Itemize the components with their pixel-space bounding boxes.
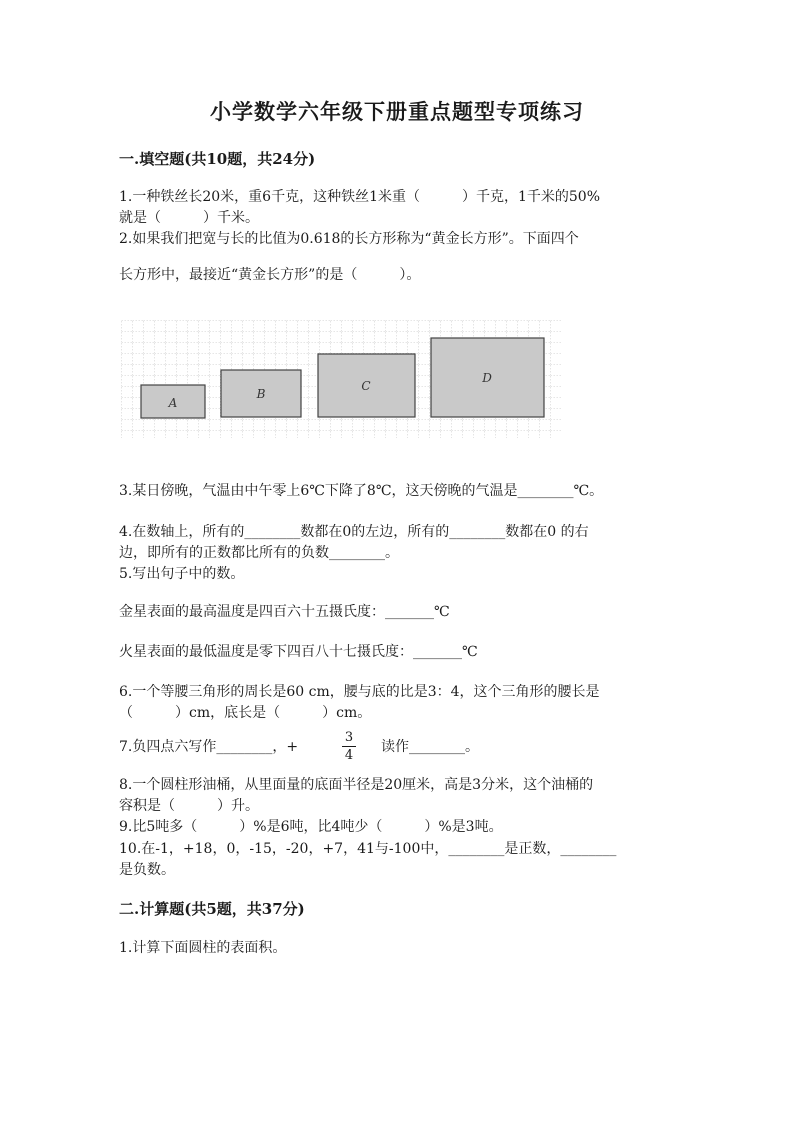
question-5-venus: 金星表面的最高温度是四百六十五摄氏度：_______℃ (119, 604, 450, 620)
label-c: C (361, 379, 371, 393)
fraction-bar (342, 746, 356, 747)
section-heading-calculation: 二.计算题(共5题，共37分) (119, 900, 305, 918)
question-6-line-1: 6.一个等腰三角形的周长是60 cm，腰与底的比是3：4，这个三角形的腰长是 (119, 684, 600, 700)
question-9: 9.比5吨多（ ）%是6吨，比4吨少（ ）%是3吨。 (119, 819, 503, 835)
question-10-line-1: 10.在-1，+18，0，-15，-20，+7，41与-100中，________是正数，________ (119, 841, 617, 857)
section-heading-fill-in: 一.填空题(共10题，共24分) (119, 150, 316, 168)
fraction-denominator: 4 (344, 748, 354, 763)
calculation-question-1: 1.计算下面圆柱的表面积。 (119, 940, 287, 956)
rectangles-grid-figure (121, 320, 561, 438)
question-5-mars: 火星表面的最低温度是零下四百八十七摄氏度：_______℃ (119, 644, 478, 660)
label-a: A (168, 396, 178, 410)
question-4-line-2: 边，即所有的正数都比所有的负数________。 (119, 545, 399, 561)
question-10-line-2: 是负数。 (119, 862, 175, 878)
label-b: B (256, 387, 266, 401)
fraction-three-quarters (340, 730, 358, 764)
question-8-line-2: 容积是（ ）升。 (119, 798, 259, 814)
label-d: D (482, 371, 492, 385)
question-7-part-2: 读作________。 (381, 739, 479, 755)
question-6-line-2: （ ）cm，底长是（ ）cm。 (119, 705, 372, 721)
question-1-line-1: 1.一种铁丝长20米，重6千克，这种铁丝1米重（ ）千克，1千米的50% (119, 189, 601, 205)
question-5: 5.写出句子中的数。 (119, 566, 245, 582)
question-3: 3.某日傍晚，气温由中午零上6℃下降了8℃，这天傍晚的气温是________℃。 (119, 483, 604, 499)
question-4-line-1: 4.在数轴上，所有的________数都在0的左边，所有的________数都在0 的右 (119, 524, 589, 540)
question-1-line-2: 就是（ ）千米。 (119, 210, 259, 226)
fraction-numerator: 3 (344, 730, 354, 745)
page-title: 小学数学六年级下册重点题型专项练习 (210, 99, 584, 124)
question-7-part-1: 7.负四点六写作________，+ (119, 739, 299, 755)
question-2-line-1: 2.如果我们把宽与长的比值为0.618的长方形称为“黄金长方形”。下面四个 (119, 231, 579, 247)
question-2-line-2: 长方形中，最接近“黄金长方形”的是（ ）。 (119, 267, 421, 283)
question-8-line-1: 8.一个圆柱形油桶，从里面量的底面半径是20厘米，高是3分米，这个油桶的 (119, 777, 594, 793)
